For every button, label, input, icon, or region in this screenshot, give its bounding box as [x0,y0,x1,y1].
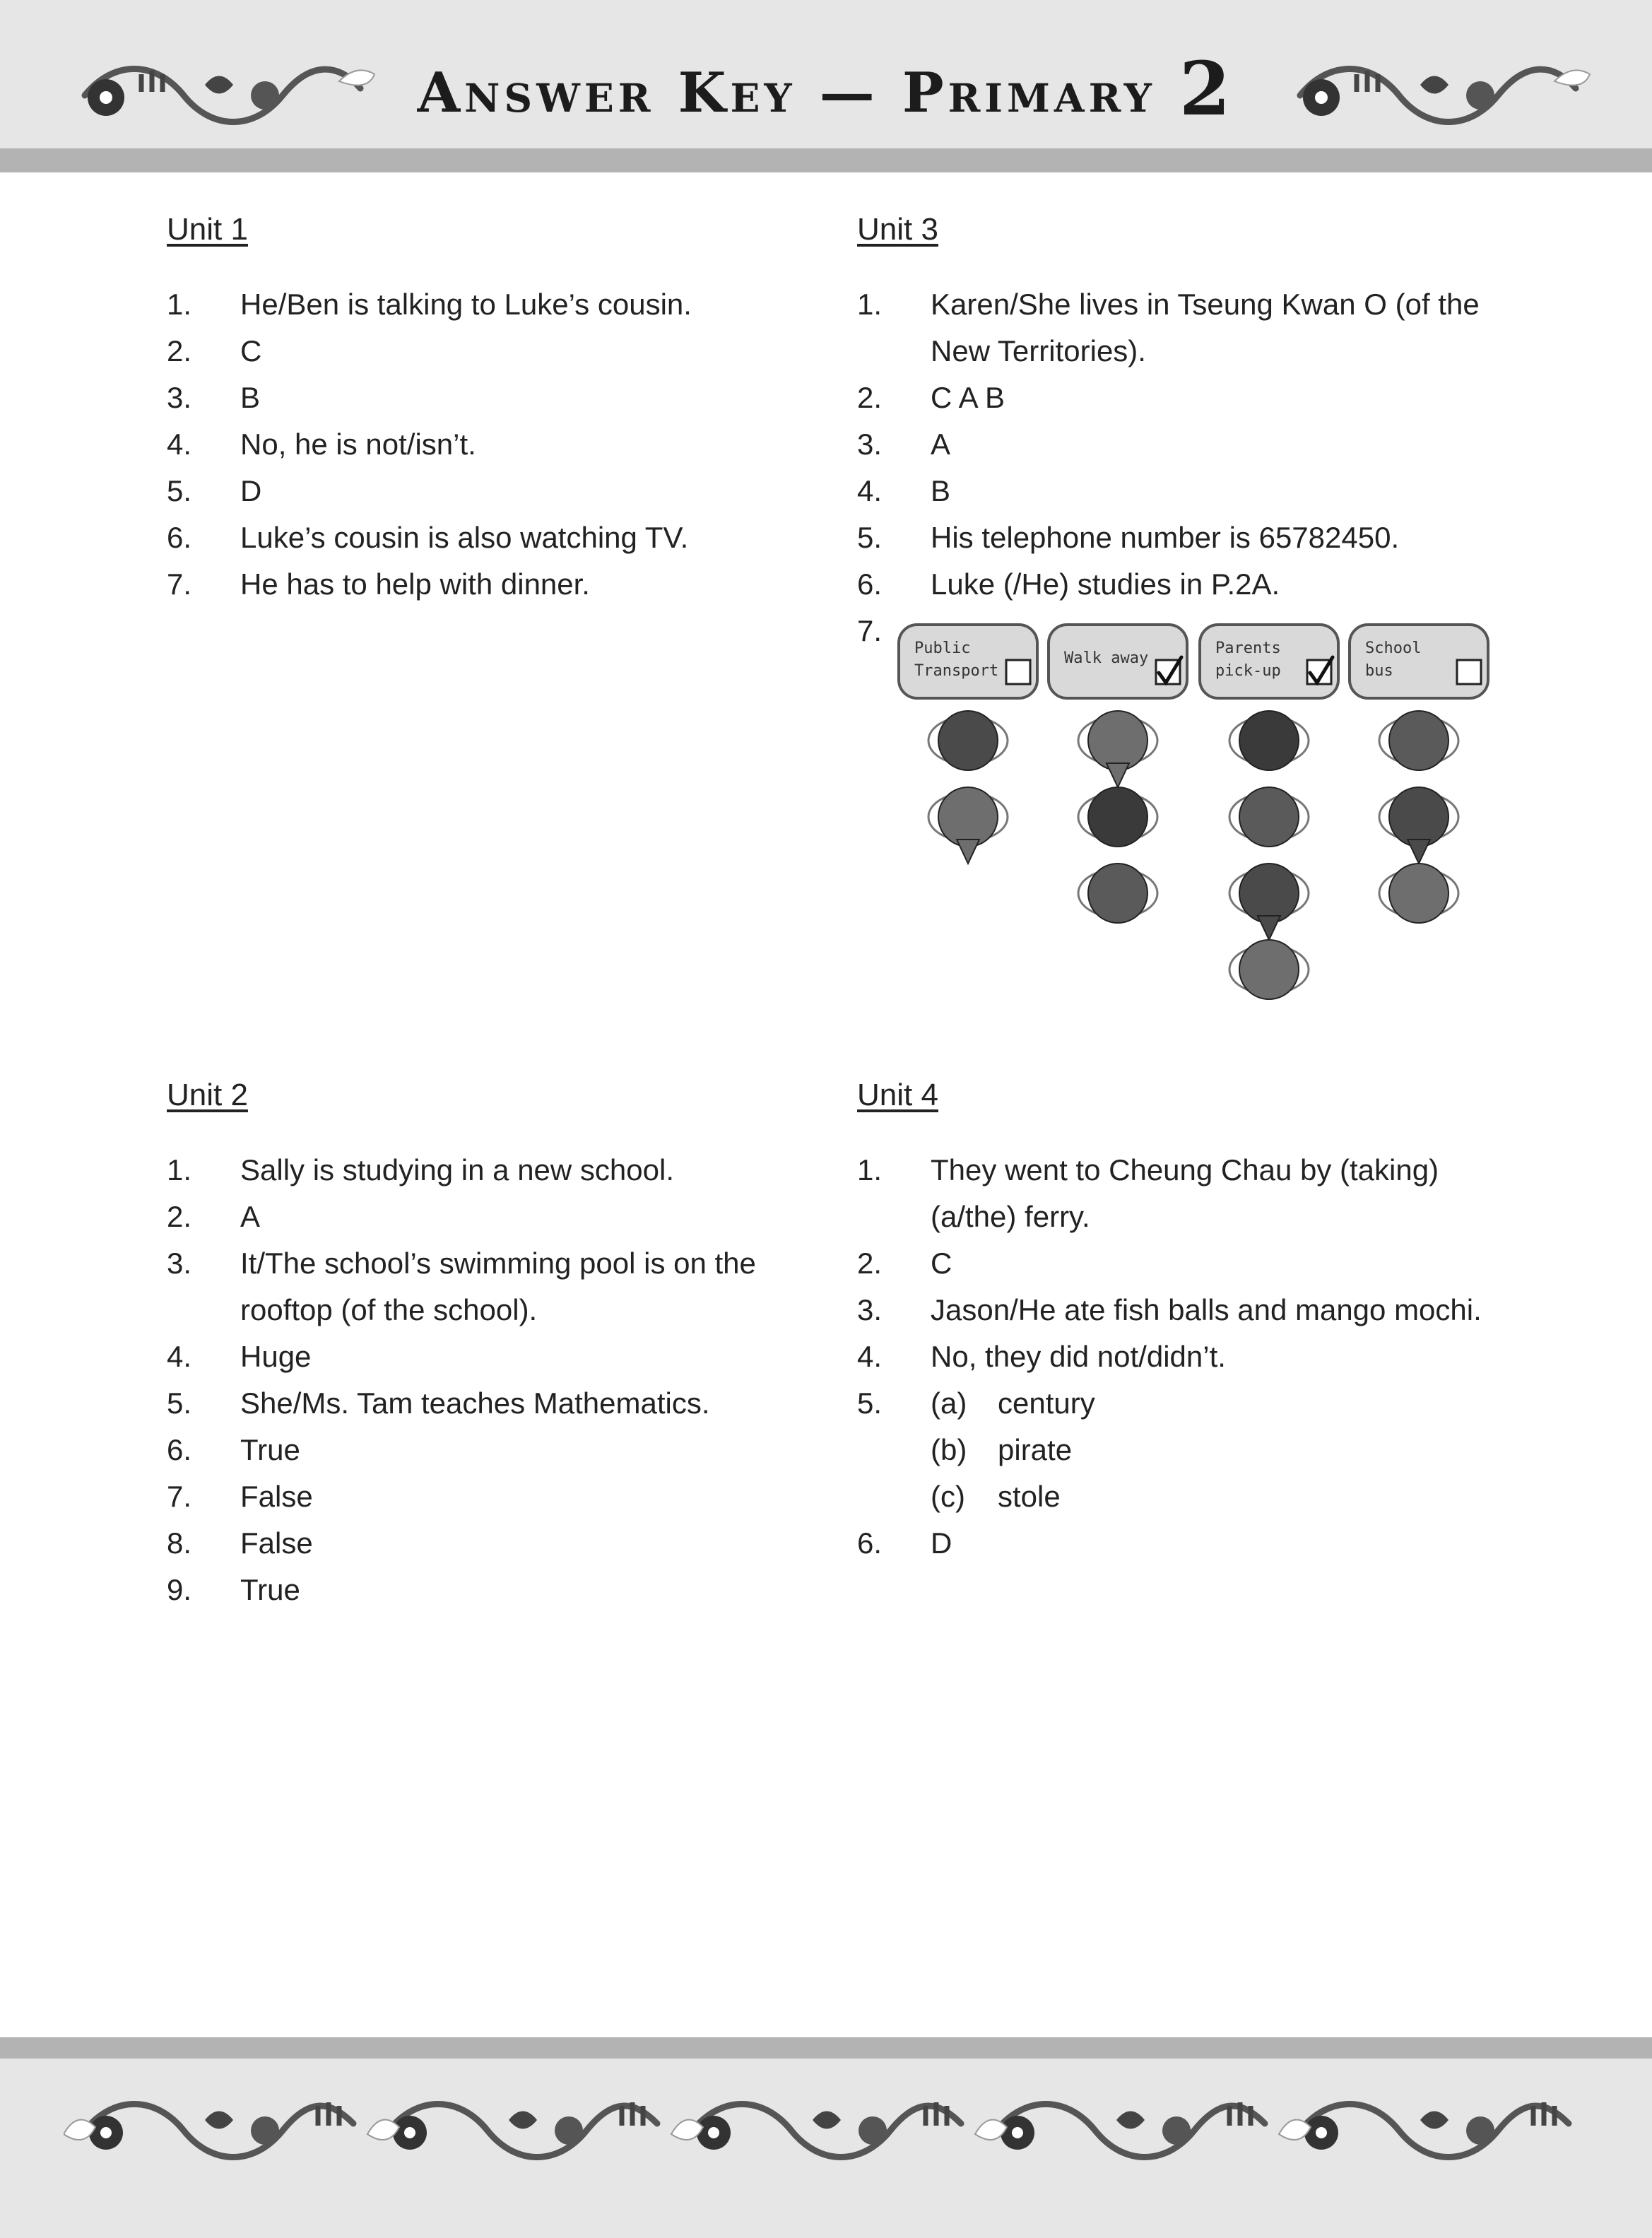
option-checkbox-icon [1006,660,1030,684]
answer-item [167,1147,817,1194]
answer-text: D [240,474,262,507]
page-title [0,45,1652,132]
sub-answer-label: (c) [931,1480,965,1513]
answer-text: They went to Cheung Chau by (taking) (a/the) ferry. [931,1153,1439,1233]
sub-answer [931,1427,1507,1473]
option-checkbox-icon [1457,660,1481,684]
answer-sublist [931,1380,1507,1520]
answer-item [857,561,1507,608]
answer-list [167,281,817,608]
answer-number: 6. [857,567,883,601]
answer-item [857,514,1507,561]
answer-item [857,1333,1507,1380]
sub-answer-text: century [998,1386,1095,1420]
answer-text: Jason/He ate fish balls and mango mochi. [931,1293,1482,1326]
answer-item [167,375,817,421]
answer-number: 2. [857,1247,883,1280]
answer-text: A [240,1200,261,1233]
answer-number: 5. [167,1386,192,1420]
answer-item [167,514,817,561]
answer-number: 5. [857,1386,883,1420]
answer-list [857,281,1507,654]
ponytail-icon [957,840,979,864]
student-head-icon [1088,787,1147,847]
answer-number: 7. [167,1480,192,1513]
option-label-line1: Parents [1215,640,1281,657]
answer-number: 6. [857,1526,883,1560]
answer-number: 2. [167,334,192,367]
student-head-icon [1239,864,1299,923]
student-head-icon [1239,940,1299,999]
answer-item [167,1473,817,1520]
student-head-icon [1088,864,1147,923]
option-label-line1: Public [914,640,971,657]
answer-number: 4. [167,1340,192,1373]
answer-text: No, he is not/isn’t. [240,428,476,461]
answer-text: Karen/She lives in Tseung Kwan O (of the New Territories). [931,288,1480,367]
answer-number: 3. [167,1247,192,1280]
answer-text: No, they did not/didn’t. [931,1340,1226,1373]
answer-number: 1. [167,288,192,321]
unit-4-section [857,1078,1507,1567]
answer-text: She/Ms. Tam teaches Mathematics. [240,1386,710,1420]
answer-text: D [931,1526,952,1560]
answer-text: False [240,1526,313,1560]
option-label-line2: pick-up [1215,662,1281,680]
answer-number: 1. [167,1153,192,1186]
unit-title: Unit 3 [857,212,938,247]
unit-title: Unit 2 [167,1078,248,1112]
answer-number: 8. [167,1526,192,1560]
answer-text: It/The school’s swimming pool is on the rooftop (of the school). [240,1247,756,1326]
answer-number: 1. [857,1153,883,1186]
answer-item [857,1287,1507,1333]
answer-number: 2. [167,1200,192,1233]
unit-2-section [167,1078,817,1613]
option-label-line2: bus [1365,662,1393,680]
transport-illustration [892,616,1499,1012]
answer-text: True [240,1433,300,1466]
ponytail-icon [1258,916,1280,940]
answer-item [167,1567,817,1613]
answer-number: 9. [167,1573,192,1606]
answer-number: 3. [857,1293,883,1326]
answer-text: Luke (/He) studies in P.2A. [931,567,1280,601]
footer-rule [0,2037,1652,2059]
student-head-icon [1389,787,1449,847]
sub-answer-label: (a) [931,1386,967,1420]
option-label-line1: Walk away [1064,649,1149,667]
answer-number: 4. [857,474,883,507]
title-grade: 2 [1179,45,1235,132]
answer-item [167,1520,817,1567]
sub-answer [931,1473,1507,1520]
answer-item [167,1194,817,1240]
student-head-icon [1088,711,1147,770]
answer-text: False [240,1480,313,1513]
title-text: Answer Key — Primary [417,61,1156,125]
ponytail-icon [1107,763,1129,787]
answer-text: B [931,474,951,507]
student-head-icon [938,711,998,770]
answer-text: Luke’s cousin is also watching TV. [240,521,689,554]
answer-item [857,375,1507,421]
answer-number: 7. [167,567,192,601]
answer-item [167,1380,817,1427]
unit-3-section [857,212,1507,654]
answer-number: 6. [167,521,192,554]
student-head-icon [1239,787,1299,847]
answer-item [167,468,817,514]
answer-number: 5. [167,474,192,507]
answer-item [167,328,817,375]
answer-text: Huge [240,1340,312,1373]
answer-item [167,421,817,468]
transport-option [1350,625,1488,923]
answer-text: C [931,1247,952,1280]
answer-item [857,421,1507,468]
answer-text: A [931,428,951,461]
answer-item [167,561,817,608]
answer-number: 4. [857,1340,883,1373]
answer-list [167,1147,817,1613]
answer-text: Sally is studying in a new school. [240,1153,674,1186]
answer-item [167,1427,817,1473]
answer-item [857,1147,1507,1240]
answer-number: 2. [857,381,883,414]
transport-option [1200,625,1338,999]
student-head-icon [1389,711,1449,770]
unit-1-section [167,212,817,608]
student-head-icon [1389,864,1449,923]
answer-number: 3. [857,428,883,461]
sub-answer [931,1380,1507,1427]
answer-number: 4. [167,428,192,461]
student-head-icon [938,787,998,847]
answer-number: 7. [857,614,883,647]
answer-text: B [240,381,261,414]
answer-number: 5. [857,521,883,554]
answer-number: 6. [167,1433,192,1466]
answer-text: True [240,1573,300,1606]
transport-option [1049,625,1187,923]
sub-answer-text: pirate [998,1433,1073,1466]
answer-text: He/Ben is talking to Luke’s cousin. [240,288,692,321]
answer-item [167,1333,817,1380]
option-label-line2: Transport [914,662,999,680]
answer-item [857,1240,1507,1287]
answer-item [857,468,1507,514]
answer-item [857,1520,1507,1567]
unit-title: Unit 1 [167,212,248,247]
sub-answer-text: stole [998,1480,1061,1513]
header-rule [0,148,1652,172]
answer-list [857,1147,1507,1567]
footer-ornament-icon [64,2085,1597,2177]
answer-number: 3. [167,381,192,414]
answer-number: 1. [857,288,883,321]
answer-text: His telephone number is 65782450. [931,521,1400,554]
answer-item [857,281,1507,375]
answer-item [167,1240,817,1333]
answer-text: He has to help with dinner. [240,567,590,601]
transport-option [899,625,1037,864]
student-head-icon [1239,711,1299,770]
unit-title: Unit 4 [857,1078,938,1112]
answer-text: C A B [931,381,1005,414]
option-label-line1: School [1365,640,1422,657]
answer-text: C [240,334,262,367]
answer-item [167,281,817,328]
ponytail-icon [1408,840,1430,864]
answer-item [857,1380,1507,1520]
sub-answer-label: (b) [931,1433,967,1466]
